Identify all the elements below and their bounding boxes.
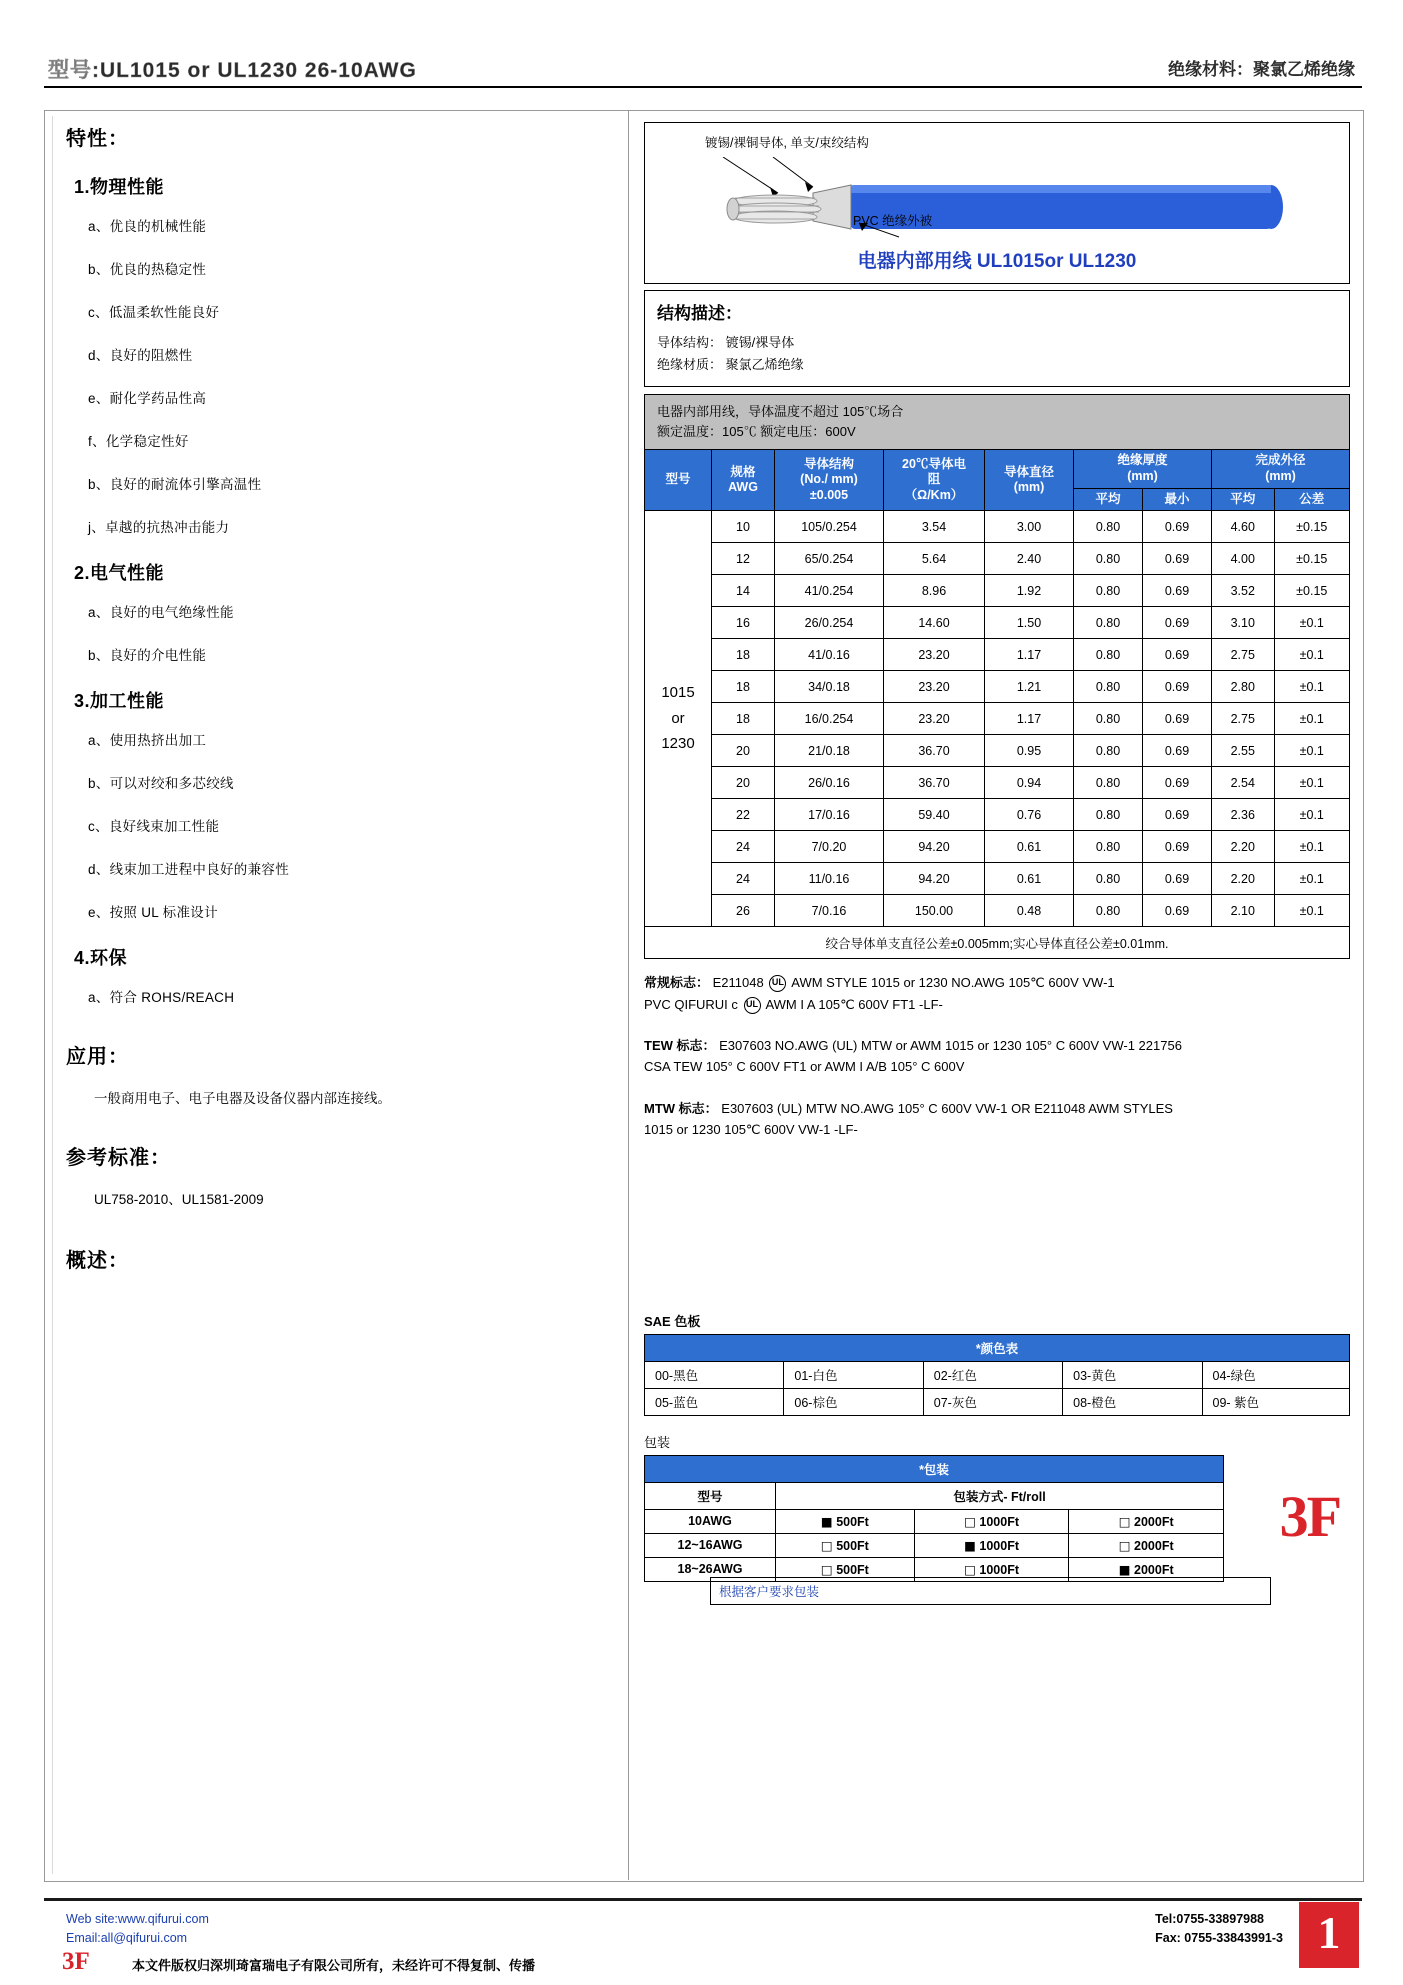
table-header-row <box>645 450 1350 488</box>
packing-option-label: 2000Ft <box>1130 1562 1174 1577</box>
footer-logo-3f: 3F <box>62 1948 90 1975</box>
sae-color-cell: 02-红色 <box>923 1361 1062 1388</box>
list-item: e、按照 UL 标准设计 <box>88 905 218 920</box>
packing-option-label: 500Ft <box>832 1562 869 1577</box>
cell-out-tol: ±0.1 <box>1274 735 1349 767</box>
table-row <box>645 735 1350 767</box>
cell-ins-avg: 0.80 <box>1074 511 1143 543</box>
sae-color-table <box>644 1334 1350 1416</box>
checkbox-empty-icon[interactable]: □ <box>820 1537 833 1553</box>
cell-ins-min: 0.69 <box>1143 543 1212 575</box>
list-item: e、耐化学药品性高 <box>88 391 207 406</box>
cell-resistance: 150.00 <box>884 895 985 927</box>
cell-conductor: 17/0.16 <box>775 799 884 831</box>
list-item: a、优良的机械性能 <box>88 219 207 234</box>
cell-conductor-dia: 0.95 <box>985 735 1074 767</box>
cell-conductor: 65/0.254 <box>775 543 884 575</box>
cell-conductor: 7/0.16 <box>775 895 884 927</box>
header-insulation-material: 绝缘材料：聚氯乙烯绝缘 <box>1168 60 1355 79</box>
cell-conductor: 41/0.254 <box>775 575 884 607</box>
sae-color-cell: 05-蓝色 <box>645 1388 784 1415</box>
cell-ins-min: 0.69 <box>1143 799 1212 831</box>
figure-pvc-label: PVC 绝缘外被 <box>853 214 933 228</box>
cell-awg: 26 <box>712 895 775 927</box>
th-conductor-dia: 导体直径 (mm) <box>985 450 1074 511</box>
cell-ins-avg: 0.80 <box>1074 831 1143 863</box>
packing-option-cell[interactable] <box>776 1509 915 1533</box>
structure-conductor: 导体结构： 镀锡/裸导体 <box>657 335 795 350</box>
cell-conductor: 34/0.18 <box>775 671 884 703</box>
packing-table-header: *包装 <box>645 1455 1224 1482</box>
cell-conductor: 26/0.254 <box>775 607 884 639</box>
application-title: 应用： <box>66 1046 129 1068</box>
cell-out-avg: 2.20 <box>1212 831 1275 863</box>
cell-awg: 18 <box>712 639 775 671</box>
cell-out-avg: 2.36 <box>1212 799 1275 831</box>
cell-resistance: 94.20 <box>884 863 985 895</box>
footer-website[interactable]: Web site:www.qifurui.com <box>66 1912 209 1926</box>
packing-option-label: 2000Ft <box>1130 1514 1174 1529</box>
overview-title: 概述： <box>66 1250 129 1272</box>
cell-resistance: 23.20 <box>884 671 985 703</box>
table-footnote-row <box>645 927 1350 959</box>
table-row <box>645 1509 1224 1533</box>
figure-title: 电器内部用线 UL1015or UL1230 <box>857 251 1137 272</box>
cell-ins-min: 0.69 <box>1143 735 1212 767</box>
cell-conductor: 26/0.16 <box>775 767 884 799</box>
standard-marking <box>644 972 1350 1015</box>
packing-option-label: 500Ft <box>832 1514 869 1529</box>
cell-ins-avg: 0.80 <box>1074 575 1143 607</box>
cell-conductor: 41/0.16 <box>775 639 884 671</box>
cell-awg: 22 <box>712 799 775 831</box>
ul-logo-icon: UL <box>769 975 786 992</box>
rating-band <box>644 394 1350 449</box>
cell-out-avg: 2.75 <box>1212 639 1275 671</box>
checkbox-checked-icon[interactable]: ■ <box>820 1513 833 1529</box>
sae-label: SAE 色板 <box>644 1313 701 1329</box>
brand-logo-3f: 3F <box>1279 1483 1340 1549</box>
standard-marking-text2: PVC QIFURUI c <box>644 996 738 1012</box>
cell-awg: 24 <box>712 863 775 895</box>
list-item: b、可以对绞和多芯绞线 <box>88 776 234 791</box>
cell-out-tol: ±0.1 <box>1274 639 1349 671</box>
section-electrical-title: 2.电气性能 <box>74 563 165 583</box>
tew-marking <box>644 1035 1350 1078</box>
sae-color-cell: 06-棕色 <box>784 1388 923 1415</box>
checkbox-empty-icon[interactable]: □ <box>964 1513 976 1529</box>
checkbox-empty-icon[interactable]: □ <box>1118 1537 1131 1553</box>
packing-option-label: 1000Ft <box>975 1538 1020 1553</box>
cell-out-tol: ±0.15 <box>1274 575 1349 607</box>
list-item: b、良好的介电性能 <box>88 648 207 663</box>
cell-out-avg: 4.00 <box>1212 543 1275 575</box>
table-row <box>645 1388 1350 1415</box>
table-row <box>645 767 1350 799</box>
sae-color-cell: 07-灰色 <box>923 1388 1062 1415</box>
cell-ins-avg: 0.80 <box>1074 639 1143 671</box>
cell-awg: 12 <box>712 543 775 575</box>
cell-out-tol: ±0.1 <box>1274 863 1349 895</box>
cell-ins-avg: 0.80 <box>1074 671 1143 703</box>
cell-ins-avg: 0.80 <box>1074 799 1143 831</box>
cell-ins-min: 0.69 <box>1143 575 1212 607</box>
list-item: a、符合 ROHS/REACH <box>88 990 235 1005</box>
cell-awg: 20 <box>712 735 775 767</box>
cell-ins-min: 0.69 <box>1143 895 1212 927</box>
cell-conductor-dia: 2.40 <box>985 543 1074 575</box>
packing-option-cell[interactable] <box>776 1533 915 1557</box>
cell-ins-min: 0.69 <box>1143 703 1212 735</box>
cell-conductor: 11/0.16 <box>775 863 884 895</box>
th-model: 型号 <box>645 450 712 511</box>
table-row <box>645 831 1350 863</box>
th-ins-thickness: 绝缘厚度 (mm) <box>1074 450 1212 488</box>
table-row <box>645 1581 1224 1582</box>
right-column <box>644 122 1350 1599</box>
cell-resistance: 59.40 <box>884 799 985 831</box>
cell-out-tol: ±0.1 <box>1274 831 1349 863</box>
cell-ins-min: 0.69 <box>1143 671 1212 703</box>
spec-footnote: 绞合导体单支直径公差±0.005mm;实心导体直径公差±0.01mm. <box>645 927 1350 959</box>
reference-standard-title: 参考标准： <box>66 1147 171 1169</box>
mtw-marking-label: MTW 标志： <box>644 1100 718 1116</box>
th-resistance: 20℃导体电 阻 （Ω/Km） <box>884 450 985 511</box>
cell-out-tol: ±0.15 <box>1274 511 1349 543</box>
cell-out-avg: 2.75 <box>1212 703 1275 735</box>
packing-col-model: 型号 <box>645 1482 776 1509</box>
wire-figure-box <box>644 122 1350 284</box>
th-ins-avg: 平均 <box>1074 488 1143 511</box>
footer-email[interactable]: Email:all@qifurui.com <box>66 1930 188 1945</box>
cell-conductor-dia: 3.00 <box>985 511 1074 543</box>
cell-out-avg: 2.20 <box>1212 863 1275 895</box>
cell-out-tol: ±0.1 <box>1274 607 1349 639</box>
tew-marking-line1: E307603 NO.AWG (UL) MTW or AWM 1015 or 1230 105° C 600V VW-1 221756 <box>719 1038 1182 1054</box>
cell-resistance: 5.64 <box>884 543 985 575</box>
list-item: c、良好线束加工性能 <box>88 819 220 834</box>
cell-resistance: 36.70 <box>884 767 985 799</box>
packing-option-label: 2000Ft <box>1130 1538 1174 1553</box>
cell-conductor-dia: 1.92 <box>985 575 1074 607</box>
section-environment-title: 4.环保 <box>74 948 128 968</box>
page-title: 型号:UL1015 or UL1230 26-10AWG <box>48 59 417 82</box>
footer-rule <box>44 1898 1362 1901</box>
cell-out-tol: ±0.1 <box>1274 895 1349 927</box>
table-row <box>645 671 1350 703</box>
table-row <box>645 543 1350 575</box>
cell-ins-min: 0.69 <box>1143 511 1212 543</box>
packing-option-cell[interactable] <box>1069 1533 1224 1557</box>
th-out-tol: 公差 <box>1274 488 1349 511</box>
figure-conductor-label: 镀锡/裸铜导体, 单支/束绞结构 <box>705 136 869 150</box>
cell-ins-avg: 0.80 <box>1074 607 1143 639</box>
cell-resistance: 36.70 <box>884 735 985 767</box>
cell-ins-min: 0.69 <box>1143 639 1212 671</box>
cell-resistance: 3.54 <box>884 511 985 543</box>
cell-out-avg: 3.10 <box>1212 607 1275 639</box>
cell-out-avg: 3.52 <box>1212 575 1275 607</box>
th-ins-min: 最小 <box>1143 488 1212 511</box>
checkbox-empty-icon[interactable]: □ <box>820 1561 833 1577</box>
table-row <box>645 895 1350 927</box>
packing-note: 根据客户要求包装 <box>710 1577 1271 1605</box>
page-number: 1 <box>1299 1902 1359 1968</box>
table-row <box>645 863 1350 895</box>
ul-logo-icon: UL <box>744 997 761 1014</box>
cell-ins-avg: 0.80 <box>1074 863 1143 895</box>
cell-out-avg: 2.55 <box>1212 735 1275 767</box>
table-row <box>645 703 1350 735</box>
cell-out-avg: 4.60 <box>1212 511 1275 543</box>
cell-out-avg: 2.80 <box>1212 671 1275 703</box>
sae-color-cell: 03-黄色 <box>1063 1361 1202 1388</box>
cell-conductor-dia: 1.50 <box>985 607 1074 639</box>
th-awg: 规格 AWG <box>712 450 775 511</box>
footer-copyright: 本文件版权归深圳琦富瑞电子有限公司所有，未经许可不得复制、传播 <box>132 1958 536 1973</box>
table-row <box>645 511 1350 543</box>
list-item: b、优良的热稳定性 <box>88 262 207 277</box>
table-row <box>645 1361 1350 1388</box>
packing-col-mode: 包装方式- Ft/roll <box>776 1482 1224 1509</box>
cell-ins-avg: 0.80 <box>1074 735 1143 767</box>
checkbox-empty-icon[interactable]: □ <box>1118 1513 1131 1529</box>
footer-fax: Fax: 0755-33843991-3 <box>1155 1930 1283 1945</box>
cell-conductor: 105/0.254 <box>775 511 884 543</box>
cell-conductor-dia: 1.17 <box>985 703 1074 735</box>
cell-conductor-dia: 1.17 <box>985 639 1074 671</box>
footer-contact-left <box>66 1910 209 1948</box>
section-processing-title: 3.加工性能 <box>74 691 165 711</box>
spec-model-cell: 1015 or 1230 <box>645 511 712 927</box>
sae-color-cell: 09- 紫色 <box>1202 1388 1350 1415</box>
packing-option-cell[interactable] <box>914 1533 1069 1557</box>
table-header-row <box>645 1482 1224 1509</box>
mtw-marking <box>644 1098 1350 1141</box>
cell-resistance: 94.20 <box>884 831 985 863</box>
list-item: f、化学稳定性好 <box>88 434 189 449</box>
cell-awg: 20 <box>712 767 775 799</box>
packing-row-model: 18~26AWG <box>645 1557 776 1581</box>
structure-title: 结构描述： <box>657 304 742 323</box>
checkbox-checked-icon[interactable]: ■ <box>964 1537 976 1553</box>
spec-table <box>644 449 1350 959</box>
packing-option-cell[interactable] <box>914 1509 1069 1533</box>
standard-marking-text1: AWM STYLE 1015 or 1230 NO.AWG 105℃ 600V VW-1 <box>791 975 1115 991</box>
tew-marking-label: TEW 标志： <box>644 1038 716 1054</box>
cell-ins-avg: 0.80 <box>1074 703 1143 735</box>
th-outer-dia: 完成外径 (mm) <box>1212 450 1350 488</box>
cell-resistance: 23.20 <box>884 703 985 735</box>
sae-color-cell: 00-黑色 <box>645 1361 784 1388</box>
footer-contact-right <box>1155 1910 1283 1948</box>
packing-row-model: 12~16AWG <box>645 1533 776 1557</box>
checkbox-checked-icon[interactable]: ■ <box>1118 1561 1131 1577</box>
cell-awg: 14 <box>712 575 775 607</box>
packing-table <box>644 1455 1224 1599</box>
list-item: a、使用热挤出加工 <box>88 733 207 748</box>
cell-out-tol: ±0.1 <box>1274 767 1349 799</box>
cell-resistance: 14.60 <box>884 607 985 639</box>
cell-ins-min: 0.69 <box>1143 767 1212 799</box>
left-column <box>66 122 611 1291</box>
cell-out-tol: ±0.1 <box>1274 799 1349 831</box>
packing-option-label: 1000Ft <box>975 1562 1020 1577</box>
table-row <box>645 607 1350 639</box>
cell-conductor-dia: 0.94 <box>985 767 1074 799</box>
list-item: d、良好的阻燃性 <box>88 348 193 363</box>
checkbox-empty-icon[interactable]: □ <box>964 1561 976 1577</box>
table-row <box>645 639 1350 671</box>
cell-out-tol: ±0.1 <box>1274 703 1349 735</box>
cell-conductor: 7/0.20 <box>775 831 884 863</box>
cell-conductor: 21/0.18 <box>775 735 884 767</box>
table-row <box>645 799 1350 831</box>
packing-option-label: 1000Ft <box>975 1514 1020 1529</box>
cell-ins-min: 0.69 <box>1143 863 1212 895</box>
features-title: 特性： <box>66 128 129 150</box>
rating-line-1: 电器内部用线，导体温度不超过 105℃场合 <box>657 404 904 419</box>
cell-awg: 24 <box>712 831 775 863</box>
packing-option-cell[interactable] <box>1069 1509 1224 1533</box>
list-item: b、良好的耐流体引擎高温性 <box>88 477 262 492</box>
table-row <box>645 1533 1224 1557</box>
cell-out-avg: 2.54 <box>1212 767 1275 799</box>
mtw-marking-line1: E307603 (UL) MTW NO.AWG 105° C 600V VW-1 OR E211048 AWM STYLES <box>721 1100 1173 1116</box>
tew-marking-line2: CSA TEW 105° C 600V FT1 or AWM I A/B 105° C 600V <box>644 1059 965 1075</box>
cell-ins-min: 0.69 <box>1143 607 1212 639</box>
sae-color-cell: 01-白色 <box>784 1361 923 1388</box>
sae-color-cell: 04-绿色 <box>1202 1361 1350 1388</box>
cell-conductor: 16/0.254 <box>775 703 884 735</box>
list-item: a、良好的电气绝缘性能 <box>88 605 234 620</box>
packing-row-model: 10AWG <box>645 1509 776 1533</box>
reference-standard-text: UL758-2010、UL1581-2009 <box>94 1192 264 1207</box>
list-item: j、卓越的抗热冲击能力 <box>88 520 230 535</box>
cell-out-tol: ±0.15 <box>1274 543 1349 575</box>
table-row <box>645 575 1350 607</box>
cell-ins-avg: 0.80 <box>1074 543 1143 575</box>
column-divider <box>628 110 629 1880</box>
standard-marking-file: E211048 <box>712 975 764 991</box>
cell-ins-avg: 0.80 <box>1074 895 1143 927</box>
cell-resistance: 8.96 <box>884 575 985 607</box>
cell-awg: 18 <box>712 703 775 735</box>
cell-conductor-dia: 0.61 <box>985 831 1074 863</box>
cell-ins-avg: 0.80 <box>1074 767 1143 799</box>
section-physical-title: 1.物理性能 <box>74 177 165 197</box>
sae-table-header: *颜色表 <box>645 1334 1350 1361</box>
cell-conductor-dia: 1.21 <box>985 671 1074 703</box>
cell-conductor-dia: 0.76 <box>985 799 1074 831</box>
rating-line-2: 额定温度：105℃ 额定电压：600V <box>657 424 856 440</box>
cell-out-avg: 2.10 <box>1212 895 1275 927</box>
cell-conductor-dia: 0.48 <box>985 895 1074 927</box>
packing-option-label: 500Ft <box>832 1538 869 1553</box>
application-text: 一般商用电子、电子电器及设备仪器内部连接线。 <box>94 1091 391 1106</box>
cell-awg: 18 <box>712 671 775 703</box>
cell-conductor-dia: 0.61 <box>985 863 1074 895</box>
cell-awg: 16 <box>712 607 775 639</box>
mtw-marking-line2: 1015 or 1230 105℃ 600V VW-1 -LF- <box>644 1122 858 1138</box>
structure-box <box>644 290 1350 387</box>
footer-tel: Tel:0755-33897988 <box>1155 1912 1265 1926</box>
th-out-avg: 平均 <box>1212 488 1275 511</box>
structure-insulation: 绝缘材质： 聚氯乙烯绝缘 <box>657 357 804 372</box>
cell-out-tol: ±0.1 <box>1274 671 1349 703</box>
cell-ins-min: 0.69 <box>1143 831 1212 863</box>
th-conductor: 导体结构 (No./ mm) ±0.005 <box>775 450 884 511</box>
cell-resistance: 23.20 <box>884 639 985 671</box>
list-item: d、线束加工进程中良好的兼容性 <box>88 862 290 877</box>
list-item: c、低温柔软性能良好 <box>88 305 220 320</box>
sae-color-cell: 08-橙色 <box>1063 1388 1202 1415</box>
cell-awg: 10 <box>712 511 775 543</box>
standard-marking-text3: AWM I A 105℃ 600V FT1 -LF- <box>765 996 943 1012</box>
standard-marking-label: 常规标志： <box>644 975 710 991</box>
packing-label: 包装 <box>644 1434 671 1450</box>
